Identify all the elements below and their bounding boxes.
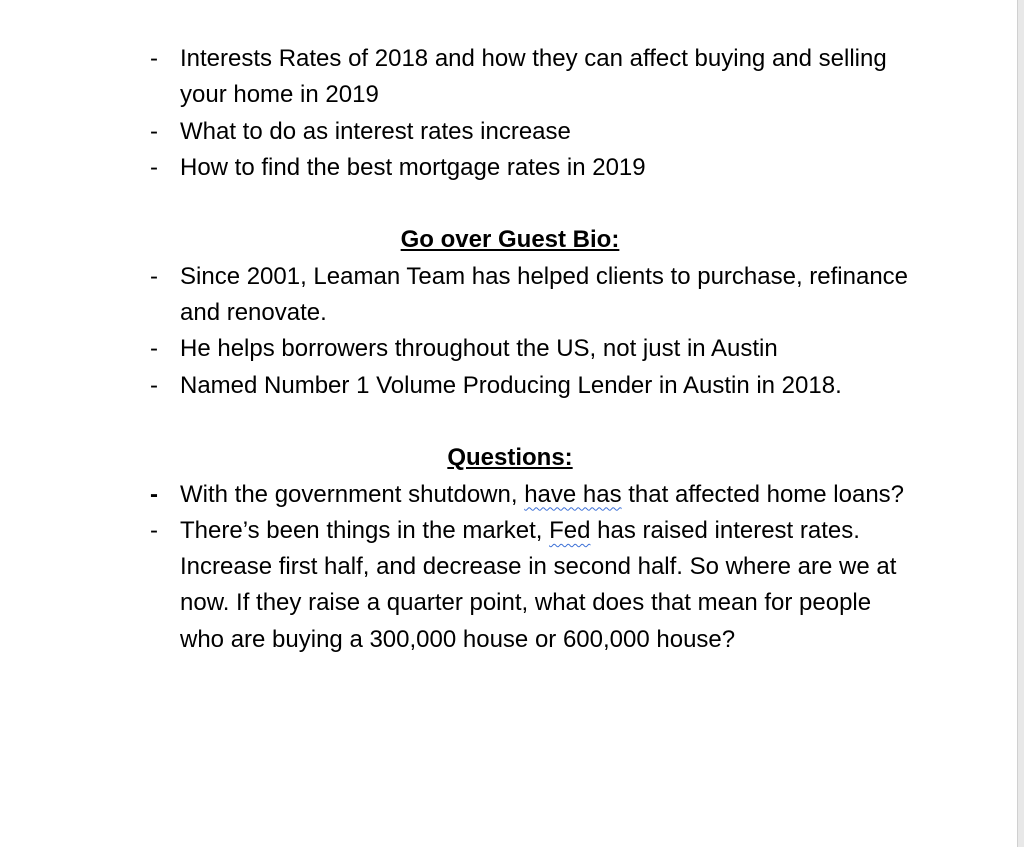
list-item bbox=[150, 41, 910, 114]
list-item-text: What to do as interest rates increase bbox=[180, 117, 571, 145]
guest-bio-heading: Go over Guest Bio: bbox=[400, 226, 620, 254]
list-item bbox=[150, 259, 910, 332]
list-item-text bbox=[180, 481, 904, 508]
list-item bbox=[150, 150, 910, 186]
list-item-text: Named Number 1 Volume Producing Lender in Austin in 2018. bbox=[180, 371, 842, 399]
list-item bbox=[150, 331, 910, 367]
list-item bbox=[150, 477, 910, 513]
list-item bbox=[150, 513, 910, 658]
list-item-text: Interests Rates of 2018 and how they can affect buying and selling your home in 2019 bbox=[180, 45, 887, 109]
bullet-dash: - bbox=[150, 480, 158, 508]
guest-bio-list bbox=[150, 259, 910, 404]
list-item-text bbox=[180, 517, 896, 653]
bullet-dash: - bbox=[150, 153, 158, 181]
bullet-dash: - bbox=[150, 117, 158, 145]
spellcheck-flagged-word[interactable]: have has bbox=[524, 480, 622, 508]
blank-line bbox=[150, 404, 910, 440]
list-item bbox=[150, 114, 910, 150]
intro-topic-list bbox=[150, 41, 910, 186]
list-item-text: Since 2001, Leaman Team has helped clients to purchase, refinance and renovate. bbox=[180, 262, 909, 327]
list-item-text: How to find the best mortgage rates in 2019 bbox=[180, 153, 646, 181]
question-text: has raised interest rates. Increase first half, and decrease in second half. So where are we at now. If they raise a quarter point, what does that mean for people who are buying a 300,000 house or 600,000 house? bbox=[180, 516, 897, 653]
spellcheck-flagged-word[interactable]: Fed bbox=[549, 516, 591, 544]
question-text: that affected home loans? bbox=[621, 480, 905, 508]
bullet-dash: - bbox=[150, 335, 158, 363]
questions-heading: Questions: bbox=[447, 444, 573, 472]
bullet-dash: - bbox=[150, 262, 158, 290]
questions-list bbox=[150, 477, 910, 658]
question-text: There’s been things in the market, bbox=[180, 516, 550, 544]
list-item bbox=[150, 368, 910, 404]
page-edge-scrollbar[interactable] bbox=[1017, 0, 1024, 847]
document-body[interactable] bbox=[150, 41, 910, 658]
blank-line bbox=[150, 186, 910, 222]
list-item-text: He helps borrowers throughout the US, not just in Austin bbox=[180, 335, 778, 363]
bullet-dash: - bbox=[150, 516, 158, 544]
bullet-dash: - bbox=[150, 45, 158, 72]
bullet-dash: - bbox=[150, 371, 158, 399]
question-text: With the government shutdown, bbox=[180, 480, 525, 508]
